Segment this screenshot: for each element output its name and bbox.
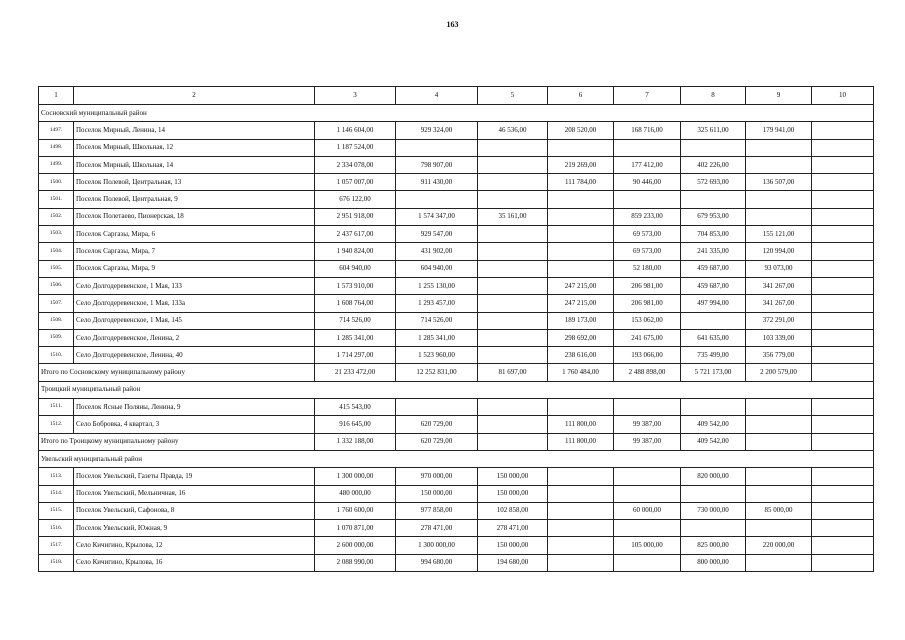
table-cell — [614, 485, 681, 502]
table-row — [39, 520, 874, 537]
table-cell — [548, 399, 614, 416]
table-row — [39, 226, 874, 243]
table-row — [39, 554, 874, 571]
table-cell: 136 507,00 — [746, 174, 812, 191]
table-cell — [681, 191, 746, 208]
table-cell — [548, 208, 614, 225]
table-cell — [812, 139, 874, 156]
table-cell: 2 200 579,00 — [746, 364, 812, 381]
table-cell — [548, 191, 614, 208]
address-cell: Поселок Полетаево, Пионерская, 18 — [74, 208, 315, 225]
column-header: 1 — [39, 87, 74, 105]
table-cell: 676 122,00 — [315, 191, 396, 208]
table-cell — [681, 485, 746, 502]
table-cell — [548, 485, 614, 502]
table-cell: 155 121,00 — [746, 226, 812, 243]
table-cell: 2 600 000,00 — [315, 537, 396, 554]
table-cell — [548, 226, 614, 243]
section-row — [39, 105, 874, 122]
table-cell — [746, 468, 812, 485]
table-cell: 2 951 918,00 — [315, 208, 396, 225]
table-row — [39, 468, 874, 485]
table-cell — [614, 554, 681, 571]
table-cell: 168 716,00 — [614, 122, 681, 139]
table-cell: 1 760 600,00 — [315, 502, 396, 519]
table-cell: 103 339,00 — [746, 329, 812, 346]
table-cell: 641 635,00 — [681, 329, 746, 346]
data-table — [38, 86, 874, 572]
table-cell — [614, 191, 681, 208]
table-cell: 356 779,00 — [746, 347, 812, 364]
address-cell: Поселок Мирный, Школьная, 14 — [74, 156, 315, 173]
table-cell — [812, 243, 874, 260]
table-cell: 1 187 524,00 — [315, 139, 396, 156]
table-cell — [396, 139, 478, 156]
column-header: 5 — [478, 87, 548, 105]
table-cell: 402 226,00 — [681, 156, 746, 173]
column-header: 8 — [681, 87, 746, 105]
table-cell: 1 285 341,00 — [315, 329, 396, 346]
row-number: 1504. — [39, 243, 74, 260]
table-cell: 150 000,00 — [396, 485, 478, 502]
table-cell: 2 488 898,00 — [614, 364, 681, 381]
row-number: 1507. — [39, 295, 74, 312]
address-cell: Село Кичигино, Крылова, 16 — [74, 554, 315, 571]
row-number: 1502. — [39, 208, 74, 225]
address-cell: Село Долгодеревенское, 1 Мая, 133а — [74, 295, 315, 312]
table-cell — [812, 295, 874, 312]
table-cell: 21 233 472,00 — [315, 364, 396, 381]
table-cell — [478, 260, 548, 277]
address-cell: Поселок Саргазы, Мира, 9 — [74, 260, 315, 277]
table-cell — [812, 364, 874, 381]
table-cell: 99 387,00 — [614, 416, 681, 433]
total-row — [39, 364, 874, 381]
table-row — [39, 502, 874, 519]
table-cell — [681, 399, 746, 416]
address-cell: Поселок Полевой, Центральная, 9 — [74, 191, 315, 208]
table-cell — [812, 122, 874, 139]
table-cell: 220 000,00 — [746, 537, 812, 554]
table-cell — [812, 191, 874, 208]
table-cell: 150 000,00 — [478, 537, 548, 554]
table-cell — [812, 485, 874, 502]
table-cell — [812, 329, 874, 346]
address-cell: Село Долгодеревенское, Ленина, 2 — [74, 329, 315, 346]
table-cell: 99 387,00 — [614, 433, 681, 450]
table-cell — [812, 554, 874, 571]
table-cell — [478, 277, 548, 294]
table-cell — [396, 191, 478, 208]
table-row — [39, 174, 874, 191]
column-header: 9 — [746, 87, 812, 105]
table-cell — [478, 433, 548, 450]
table-cell — [478, 156, 548, 173]
table-cell: 150 000,00 — [478, 468, 548, 485]
table-cell — [681, 520, 746, 537]
table-cell — [812, 468, 874, 485]
address-cell: Поселок Мирный, Ленина, 14 — [74, 122, 315, 139]
table-cell — [614, 520, 681, 537]
column-header: 2 — [74, 87, 315, 105]
table-cell: 1 332 188,00 — [315, 433, 396, 450]
row-number: 1510. — [39, 347, 74, 364]
table-cell — [614, 468, 681, 485]
table-cell — [746, 416, 812, 433]
table-cell: 916 645,00 — [315, 416, 396, 433]
table-cell: 111 800,00 — [548, 416, 614, 433]
table-cell: 604 940,00 — [315, 260, 396, 277]
address-cell: Поселок Саргазы, Мира, 6 — [74, 226, 315, 243]
table-cell — [614, 139, 681, 156]
table-cell — [746, 156, 812, 173]
address-cell: Поселок Увельский, Газеты Правда, 19 — [74, 468, 315, 485]
table-cell: 111 784,00 — [548, 174, 614, 191]
row-number: 1512. — [39, 416, 74, 433]
table-cell — [478, 243, 548, 260]
address-cell: Поселок Увельский, Мельничная, 16 — [74, 485, 315, 502]
row-number: 1514. — [39, 485, 74, 502]
table-row — [39, 243, 874, 260]
row-number: 1508. — [39, 312, 74, 329]
table-cell — [548, 243, 614, 260]
table-cell: 714 526,00 — [396, 312, 478, 329]
row-number: 1517. — [39, 537, 74, 554]
table-row — [39, 277, 874, 294]
table-cell: 604 940,00 — [396, 260, 478, 277]
table-row — [39, 537, 874, 554]
address-cell: Село Бобровка, 4 квартал, 3 — [74, 416, 315, 433]
table-cell: 206 981,00 — [614, 277, 681, 294]
table-cell: 1 523 960,00 — [396, 347, 478, 364]
table-row — [39, 139, 874, 156]
table-cell: 247 215,00 — [548, 295, 614, 312]
row-number: 1500. — [39, 174, 74, 191]
table-cell — [478, 416, 548, 433]
table-cell — [812, 226, 874, 243]
table-cell: 278 471,00 — [478, 520, 548, 537]
table-cell: 278 471,00 — [396, 520, 478, 537]
table-cell — [746, 433, 812, 450]
table-cell: 1 714 297,00 — [315, 347, 396, 364]
address-cell: Поселок Мирный, Школьная, 12 — [74, 139, 315, 156]
address-cell: Поселок Увельский, Сафонова, 8 — [74, 502, 315, 519]
table-cell: 341 267,00 — [746, 277, 812, 294]
table-cell: 85 000,00 — [746, 502, 812, 519]
table-cell — [548, 260, 614, 277]
row-number: 1515. — [39, 502, 74, 519]
table-cell: 409 542,00 — [681, 416, 746, 433]
table-cell: 1 146 604,00 — [315, 122, 396, 139]
table-cell — [812, 312, 874, 329]
table-cell: 1 608 764,00 — [315, 295, 396, 312]
table-cell: 105 000,00 — [614, 537, 681, 554]
header-row — [39, 87, 874, 105]
table-cell: 459 687,00 — [681, 277, 746, 294]
table-cell — [478, 312, 548, 329]
table-cell: 153 062,00 — [614, 312, 681, 329]
table-cell — [812, 347, 874, 364]
table-cell: 5 721 173,00 — [681, 364, 746, 381]
table-cell: 820 000,00 — [681, 468, 746, 485]
table-cell: 911 430,00 — [396, 174, 478, 191]
table-cell: 735 499,00 — [681, 347, 746, 364]
table-cell: 1 574 347,00 — [396, 208, 478, 225]
table-cell: 929 547,00 — [396, 226, 478, 243]
table-cell: 480 000,00 — [315, 485, 396, 502]
table-cell — [478, 399, 548, 416]
table-cell: 1 293 457,00 — [396, 295, 478, 312]
table-cell — [746, 208, 812, 225]
row-number: 1498. — [39, 139, 74, 156]
table-cell — [396, 399, 478, 416]
table-cell — [478, 329, 548, 346]
table-cell: 241 675,00 — [614, 329, 681, 346]
table-cell — [746, 554, 812, 571]
table-cell: 1 070 871,00 — [315, 520, 396, 537]
table-cell — [548, 520, 614, 537]
table-cell: 2 334 078,00 — [315, 156, 396, 173]
table-cell: 150 000,00 — [478, 485, 548, 502]
row-number: 1503. — [39, 226, 74, 243]
table-cell: 81 697,00 — [478, 364, 548, 381]
table-cell — [812, 208, 874, 225]
table-row — [39, 329, 874, 346]
table-cell: 800 000,00 — [681, 554, 746, 571]
table-cell: 859 233,00 — [614, 208, 681, 225]
table-cell: 572 693,00 — [681, 174, 746, 191]
table-cell: 977 858,00 — [396, 502, 478, 519]
address-cell: Поселок Саргазы, Мира, 7 — [74, 243, 315, 260]
section-title: Троицкий муниципальный район — [39, 381, 874, 398]
table-cell: 1 057 007,00 — [315, 174, 396, 191]
address-cell: Село Долгодеревенское, 1 Мая, 145 — [74, 312, 315, 329]
table-cell: 52 180,00 — [614, 260, 681, 277]
table-cell — [746, 520, 812, 537]
address-cell: Поселок Полевой, Центральная, 13 — [74, 174, 315, 191]
table-cell: 620 729,00 — [396, 416, 478, 433]
table-cell: 35 161,00 — [478, 208, 548, 225]
address-cell: Село Долгодеревенское, Ленина, 40 — [74, 347, 315, 364]
address-cell: Село Долгодеревенское, 1 Мая, 133 — [74, 277, 315, 294]
table-cell: 1 285 341,00 — [396, 329, 478, 346]
table-cell — [812, 520, 874, 537]
column-header: 10 — [812, 87, 874, 105]
address-cell: Село Кичигино, Крылова, 12 — [74, 537, 315, 554]
table-cell: 111 800,00 — [548, 433, 614, 450]
table-cell: 93 073,00 — [746, 260, 812, 277]
table-cell: 241 335,00 — [681, 243, 746, 260]
address-cell: Поселок Ясные Поляны, Ленина, 9 — [74, 399, 315, 416]
table-cell: 730 000,00 — [681, 502, 746, 519]
table-cell: 69 573,00 — [614, 226, 681, 243]
table-row — [39, 122, 874, 139]
table-cell: 1 760 484,00 — [548, 364, 614, 381]
section-title: Увельский муниципальный район — [39, 450, 874, 467]
table-cell: 189 173,00 — [548, 312, 614, 329]
table-cell: 679 953,00 — [681, 208, 746, 225]
table-cell — [812, 502, 874, 519]
section-title: Сосновский муниципальный район — [39, 105, 874, 122]
total-label: Итого по Троицкому муниципальному району — [39, 433, 315, 450]
row-number: 1501. — [39, 191, 74, 208]
table-cell — [478, 295, 548, 312]
column-header: 6 — [548, 87, 614, 105]
table-cell — [812, 416, 874, 433]
table-cell — [812, 537, 874, 554]
table-cell: 179 941,00 — [746, 122, 812, 139]
table-cell: 208 520,00 — [548, 122, 614, 139]
table-cell — [681, 312, 746, 329]
table-cell — [548, 468, 614, 485]
table-cell — [812, 156, 874, 173]
table-cell: 193 066,00 — [614, 347, 681, 364]
table-cell: 90 446,00 — [614, 174, 681, 191]
table-cell — [478, 226, 548, 243]
table-cell — [812, 277, 874, 294]
table-cell: 1 300 000,00 — [396, 537, 478, 554]
table-cell: 325 611,00 — [681, 122, 746, 139]
table-cell: 341 267,00 — [746, 295, 812, 312]
table-cell: 620 729,00 — [396, 433, 478, 450]
table-cell: 120 994,00 — [746, 243, 812, 260]
table-cell: 12 252 831,00 — [396, 364, 478, 381]
table-cell: 1 573 910,00 — [315, 277, 396, 294]
table-cell: 60 000,00 — [614, 502, 681, 519]
table-row — [39, 191, 874, 208]
table-cell: 825 000,00 — [681, 537, 746, 554]
table-cell: 929 324,00 — [396, 122, 478, 139]
table-cell: 970 000,00 — [396, 468, 478, 485]
table-cell — [812, 399, 874, 416]
table-cell — [746, 485, 812, 502]
table-row — [39, 399, 874, 416]
table-cell — [548, 554, 614, 571]
table-cell: 102 858,00 — [478, 502, 548, 519]
table-cell — [812, 174, 874, 191]
column-header: 7 — [614, 87, 681, 105]
table-cell: 459 687,00 — [681, 260, 746, 277]
table-cell: 372 291,00 — [746, 312, 812, 329]
row-number: 1506. — [39, 277, 74, 294]
row-number: 1513. — [39, 468, 74, 485]
table-cell: 238 616,00 — [548, 347, 614, 364]
row-number: 1518. — [39, 554, 74, 571]
table-cell: 1 940 824,00 — [315, 243, 396, 260]
table-cell — [548, 139, 614, 156]
section-row — [39, 381, 874, 398]
table-cell: 431 902,00 — [396, 243, 478, 260]
table-cell — [478, 174, 548, 191]
section-row — [39, 450, 874, 467]
row-number: 1509. — [39, 329, 74, 346]
table-row — [39, 295, 874, 312]
total-row — [39, 433, 874, 450]
table-cell: 177 412,00 — [614, 156, 681, 173]
table-cell — [478, 139, 548, 156]
row-number: 1516. — [39, 520, 74, 537]
table-cell: 704 853,00 — [681, 226, 746, 243]
table-row — [39, 260, 874, 277]
table-cell — [746, 139, 812, 156]
table-cell — [681, 139, 746, 156]
table-cell: 2 437 617,00 — [315, 226, 396, 243]
row-number: 1499. — [39, 156, 74, 173]
total-label: Итого по Сосновскому муниципальному району — [39, 364, 315, 381]
table-cell: 2 088 990,00 — [315, 554, 396, 571]
page-number: 163 — [446, 20, 459, 29]
table-cell: 69 573,00 — [614, 243, 681, 260]
table-cell: 798 907,00 — [396, 156, 478, 173]
table-cell — [746, 191, 812, 208]
table-row — [39, 156, 874, 173]
column-header: 3 — [315, 87, 396, 105]
table-cell: 1 300 000,00 — [315, 468, 396, 485]
table-row — [39, 312, 874, 329]
table-cell — [746, 399, 812, 416]
table-row — [39, 347, 874, 364]
row-number: 1505. — [39, 260, 74, 277]
table-cell — [478, 347, 548, 364]
table-cell — [478, 191, 548, 208]
row-number: 1511. — [39, 399, 74, 416]
table-cell: 194 680,00 — [478, 554, 548, 571]
table-cell: 1 255 130,00 — [396, 277, 478, 294]
table-cell: 497 994,00 — [681, 295, 746, 312]
table-cell — [812, 260, 874, 277]
table-cell — [548, 502, 614, 519]
table-row — [39, 416, 874, 433]
column-header: 4 — [396, 87, 478, 105]
table-row — [39, 485, 874, 502]
row-number: 1497. — [39, 122, 74, 139]
table-cell: 219 269,00 — [548, 156, 614, 173]
table-cell — [812, 433, 874, 450]
address-cell: Поселок Увельский, Южная, 9 — [74, 520, 315, 537]
table-cell: 247 215,00 — [548, 277, 614, 294]
table-cell: 206 981,00 — [614, 295, 681, 312]
table-cell: 994 680,00 — [396, 554, 478, 571]
table-cell: 415 543,00 — [315, 399, 396, 416]
table-cell: 714 526,00 — [315, 312, 396, 329]
table-cell: 46 536,00 — [478, 122, 548, 139]
table-cell: 298 692,00 — [548, 329, 614, 346]
table-cell — [548, 537, 614, 554]
table-row — [39, 208, 874, 225]
table-cell: 409 542,00 — [681, 433, 746, 450]
table-cell — [614, 399, 681, 416]
